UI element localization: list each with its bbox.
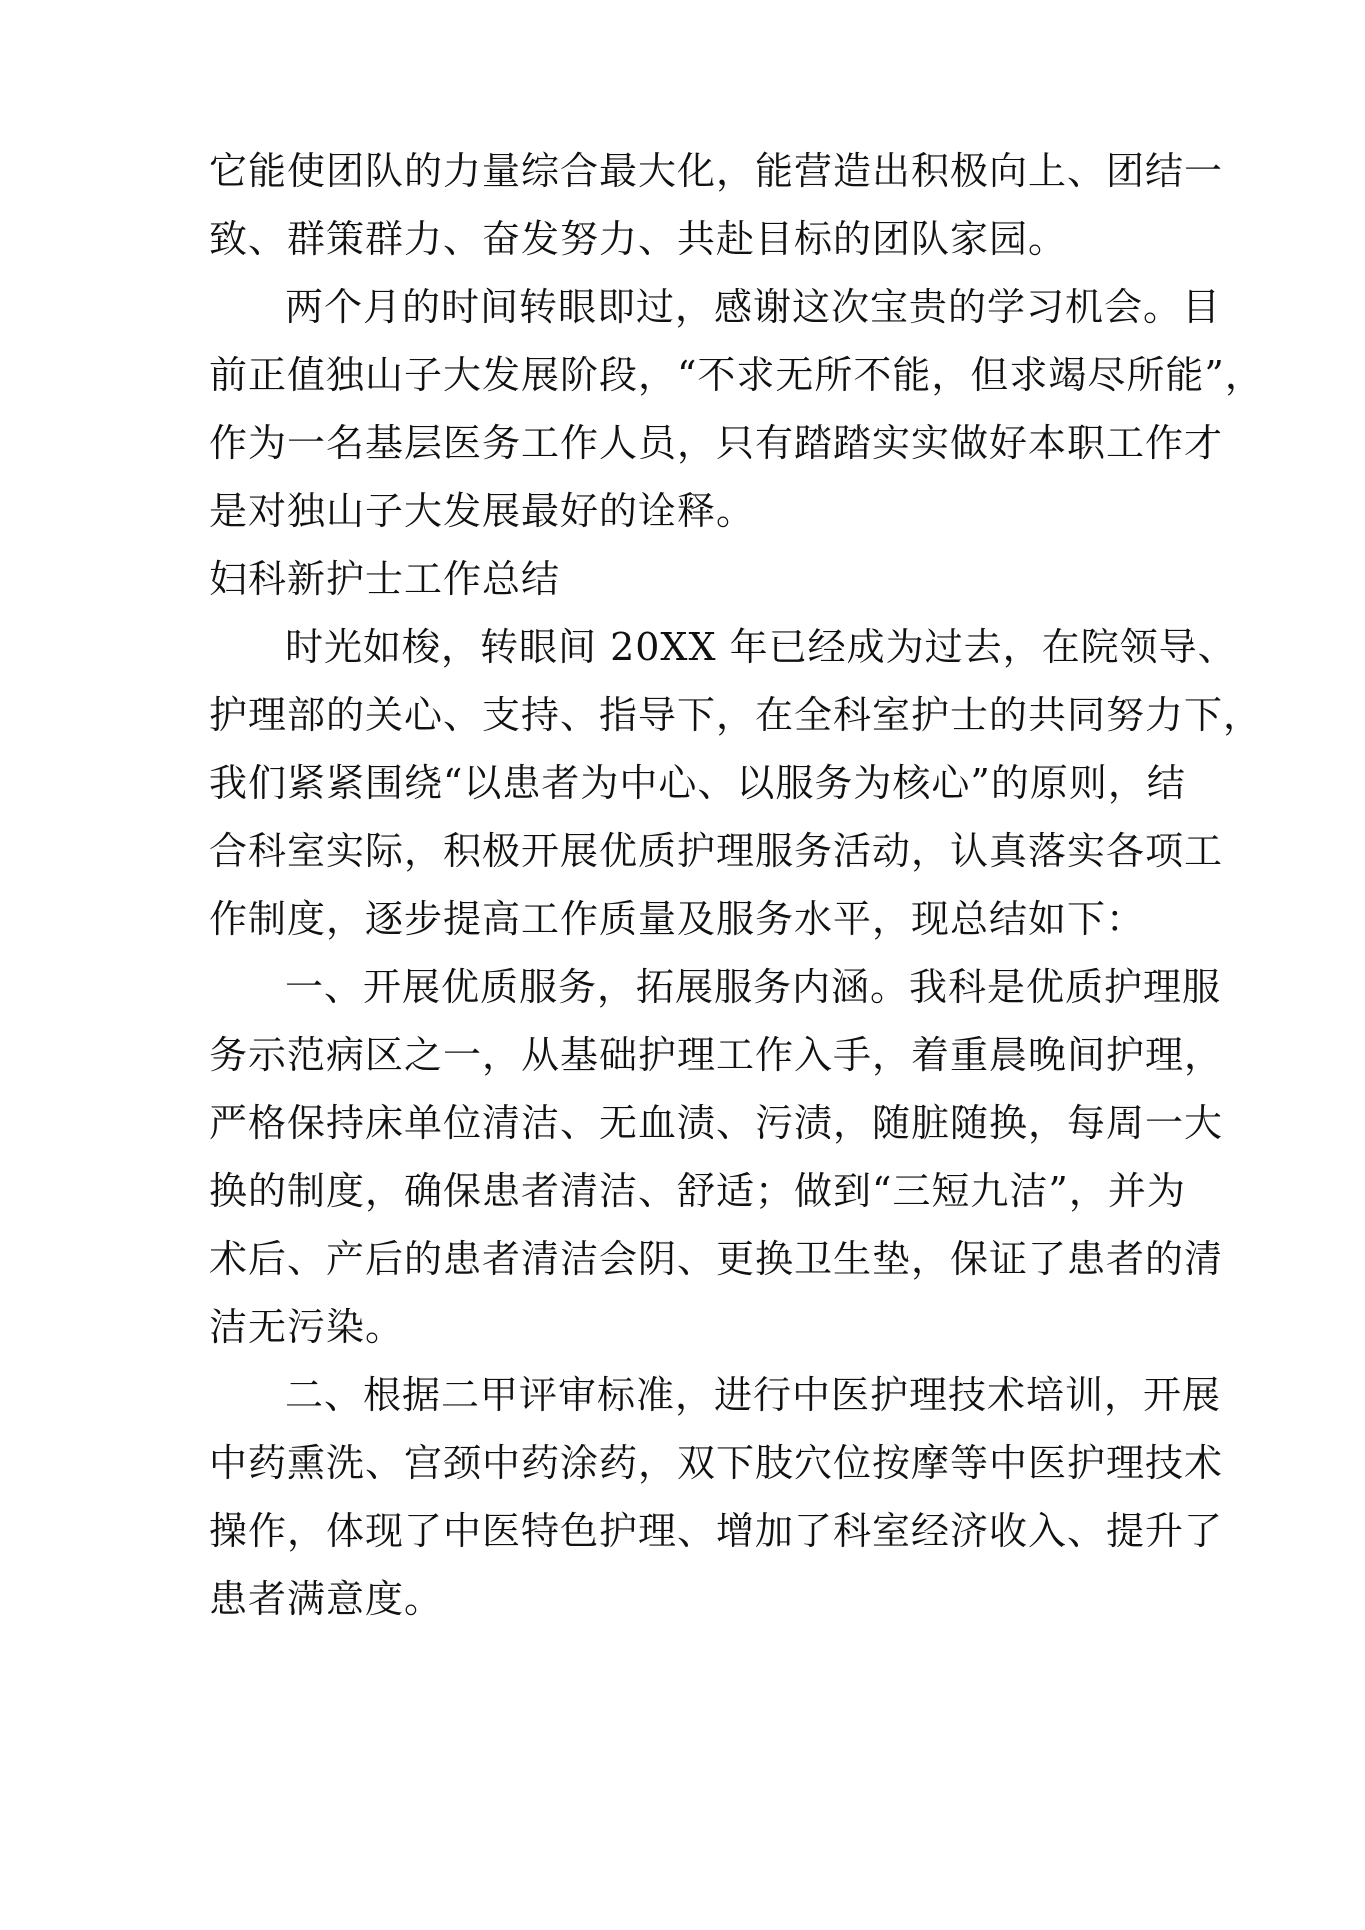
text-line: 操作，体现了中医特色护理、增加了科室经济收入、提升了 bbox=[209, 1509, 1224, 1553]
text-line: 护理部的关心、支持、指导下，在全科室护士的共同努力下， bbox=[209, 693, 1263, 737]
text-line: 务示范病区之一，从基础护理工作入手，着重晨晚间护理， bbox=[209, 1033, 1224, 1077]
text-line: 是对独山子大发展最好的诠释。 bbox=[209, 489, 756, 533]
text-line: 二、根据二甲评审标准，进行中医护理技术培训，开展 bbox=[285, 1373, 1222, 1417]
text-line: 术后、产后的患者清洁会阴、更换卫生垫，保证了患者的清 bbox=[209, 1237, 1224, 1281]
text-line: 时光如梭，转眼间 20XX 年已经成为过去，在院领导、 bbox=[285, 625, 1237, 669]
text-line: 中药熏洗、宫颈中药涂药，双下肢穴位按摩等中医护理技术 bbox=[209, 1441, 1224, 1485]
text-line: 作为一名基层医务工作人员，只有踏踏实实做好本职工作才 bbox=[209, 421, 1224, 465]
text-line: 致、群策群力、奋发努力、共赴目标的团队家园。 bbox=[209, 217, 1068, 261]
text-line: 洁无污染。 bbox=[209, 1305, 405, 1349]
text-line: 严格保持床单位清洁、无血渍、污渍，随脏随换，每周一大 bbox=[209, 1101, 1224, 1145]
section-title: 妇科新护士工作总结 bbox=[209, 557, 561, 601]
document-body bbox=[209, 137, 1264, 1633]
text-line: 换的制度，确保患者清洁、舒适；做到“三短九洁”，并为 bbox=[209, 1169, 1186, 1213]
text-line: 它能使团队的力量综合最大化，能营造出积极向上、团结一 bbox=[209, 149, 1224, 193]
text-line: 合科室实际，积极开展优质护理服务活动，认真落实各项工 bbox=[209, 829, 1224, 873]
text-line: 两个月的时间转眼即过，感谢这次宝贵的学习机会。目 bbox=[285, 285, 1222, 329]
text-line: 前正值独山子大发展阶段，“不求无所不能，但求竭尽所能”， bbox=[209, 353, 1264, 397]
text-line: 我们紧紧围绕“以患者为中心、以服务为核心”的原则，结 bbox=[209, 761, 1186, 805]
text-line: 作制度，逐步提高工作质量及服务水平，现总结如下： bbox=[209, 897, 1146, 941]
text-line: 一、开展优质服务，拓展服务内涵。我科是优质护理服 bbox=[285, 965, 1222, 1009]
text-line: 患者满意度。 bbox=[209, 1577, 444, 1621]
